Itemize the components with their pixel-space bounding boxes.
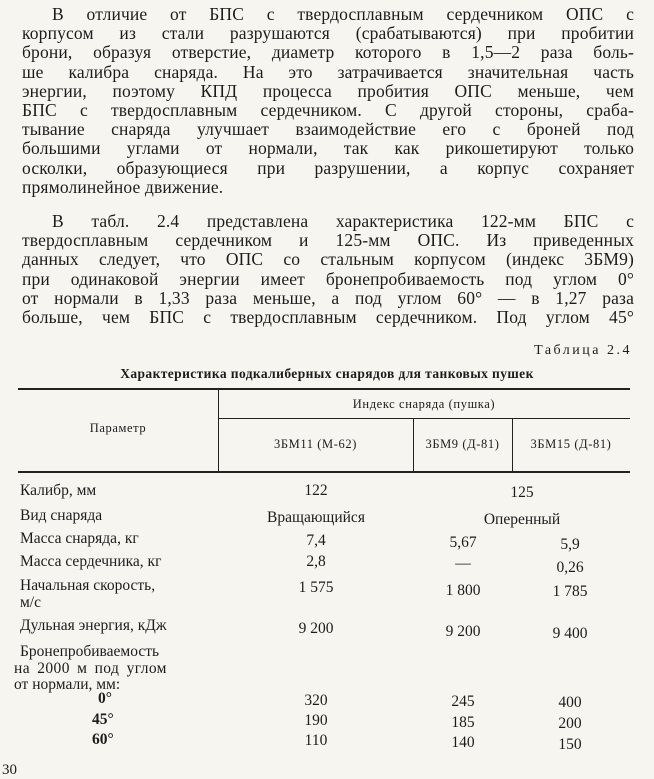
cell-mass-3: 5,9 <box>560 536 580 553</box>
row-label-type: Вид снаряда <box>20 507 103 524</box>
table-number: Таблица 2.4 <box>534 343 632 358</box>
row-label-angle-60: 60° <box>92 731 114 748</box>
cell-speed-2: 1 800 <box>445 582 481 599</box>
cell-type-23: Оперенный <box>483 511 561 528</box>
header-col-3bm11: 3БМ11 (М-62) <box>273 437 357 451</box>
text-line: корпусом из стали разрушаются (срабатываются) при пробитии <box>22 23 634 44</box>
cell-type-1: Вращающийся <box>267 509 365 526</box>
text-line: энергии, поэтому КПД процесса пробития ОПС меньше, чем <box>22 80 634 101</box>
cell-energy-1: 9 200 <box>298 620 334 637</box>
row-label-angle-0: 0° <box>98 690 112 707</box>
header-index-group: Индекс снаряда (пушка) <box>352 397 496 411</box>
header-col-3bm15: 3БМ15 (Д-81) <box>530 437 612 451</box>
cell-pen0-1: 320 <box>304 692 328 709</box>
row-label-penetration-3: от нормали, мм: <box>14 676 121 693</box>
paragraph-1 <box>22 5 634 197</box>
cell-pen0-2: 245 <box>451 693 475 710</box>
cell-speed-1: 1 575 <box>298 579 334 596</box>
page-number: 30 <box>2 762 17 778</box>
row-label-mass: Масса снаряда, кг <box>20 530 139 547</box>
row-label-penetration-1: Бронепробиваемость <box>20 643 160 660</box>
text-line: твердосплавным сердечником и 125-мм ОПС. Из приведенных <box>22 230 634 251</box>
row-label-angle-45: 45° <box>92 711 114 728</box>
table-top-rule <box>18 388 630 390</box>
table-group-rule <box>218 418 630 419</box>
row-label-speed-2: м/с <box>20 594 41 611</box>
text-line: от нормали в 1,33 раза меньше, а под углом 60° — в 1,27 раза <box>22 287 634 308</box>
cell-core-2: — <box>455 555 471 572</box>
table-title: Характеристика подкалиберных снарядов для танковых пушек <box>120 366 534 381</box>
paragraph-2 <box>22 212 634 327</box>
cell-pen0-3: 400 <box>558 694 582 711</box>
text-line: тывание снаряда улучшает взаимодействие его с броней под <box>22 119 634 140</box>
text-line: брони, образуя отверстие, диаметр которого в 1,5—2 раза боль- <box>22 42 634 63</box>
text-line: ше калибра снаряда. На это затрачивается значительная часть <box>22 61 634 82</box>
header-parameter: Параметр <box>89 421 147 435</box>
row-label-energy: Дульная энергия, кДж <box>20 617 167 634</box>
cell-pen45-3: 200 <box>558 715 582 732</box>
cell-core-3: 0,26 <box>556 559 584 576</box>
cell-pen45-2: 185 <box>451 714 475 731</box>
cell-mass-2: 5,67 <box>449 534 477 551</box>
row-label-caliber: Калибр, мм <box>20 482 97 499</box>
text-line: большими углами от нормали, так как рикошетируют только <box>22 138 634 159</box>
cell-pen60-2: 140 <box>451 734 475 751</box>
cell-pen45-1: 190 <box>304 712 328 729</box>
cell-energy-2: 9 200 <box>445 623 481 640</box>
cell-pen60-3: 150 <box>558 736 582 753</box>
text-line: данных следует, что ОПС со стальным корпусом (индекс 3БМ9) <box>22 249 634 270</box>
cell-core-1: 2,8 <box>306 553 326 570</box>
text-line: при одинаковой энергии имеет бронепробиваемость под углом 0° <box>22 268 634 289</box>
cell-mass-1: 7,4 <box>306 532 326 549</box>
cell-caliber-23: 125 <box>510 484 534 501</box>
text-line: больше, чем БПС с твердосплавным сердечником. Под углом 45° <box>22 307 634 328</box>
cell-pen60-1: 110 <box>304 732 328 749</box>
row-label-speed-1: Начальная скорость, <box>20 577 156 594</box>
cell-speed-3: 1 785 <box>552 583 588 600</box>
table-header-bottom-rule <box>18 471 630 473</box>
header-col-3bm9: 3БМ9 (Д-81) <box>425 437 500 451</box>
text-line: БПС с твердосплавным сердечником. С другой стороны, сраба- <box>22 100 634 121</box>
text-line: В табл. 2.4 представлена характеристика 122-мм БПС с <box>52 211 634 231</box>
text-line: прямолинейное движение. <box>22 176 224 197</box>
text-line: В отличие от БПС с твердосплавным сердечником ОПС с <box>52 4 634 24</box>
row-label-penetration-2: на 2000 м под углом <box>14 660 167 677</box>
cell-caliber-1: 122 <box>304 482 328 499</box>
row-label-core: Масса сердечника, кг <box>20 553 162 570</box>
cell-energy-3: 9 400 <box>552 625 588 642</box>
text-line: осколки, образующиеся при разрушении, а корпус сохраняет <box>22 157 634 178</box>
